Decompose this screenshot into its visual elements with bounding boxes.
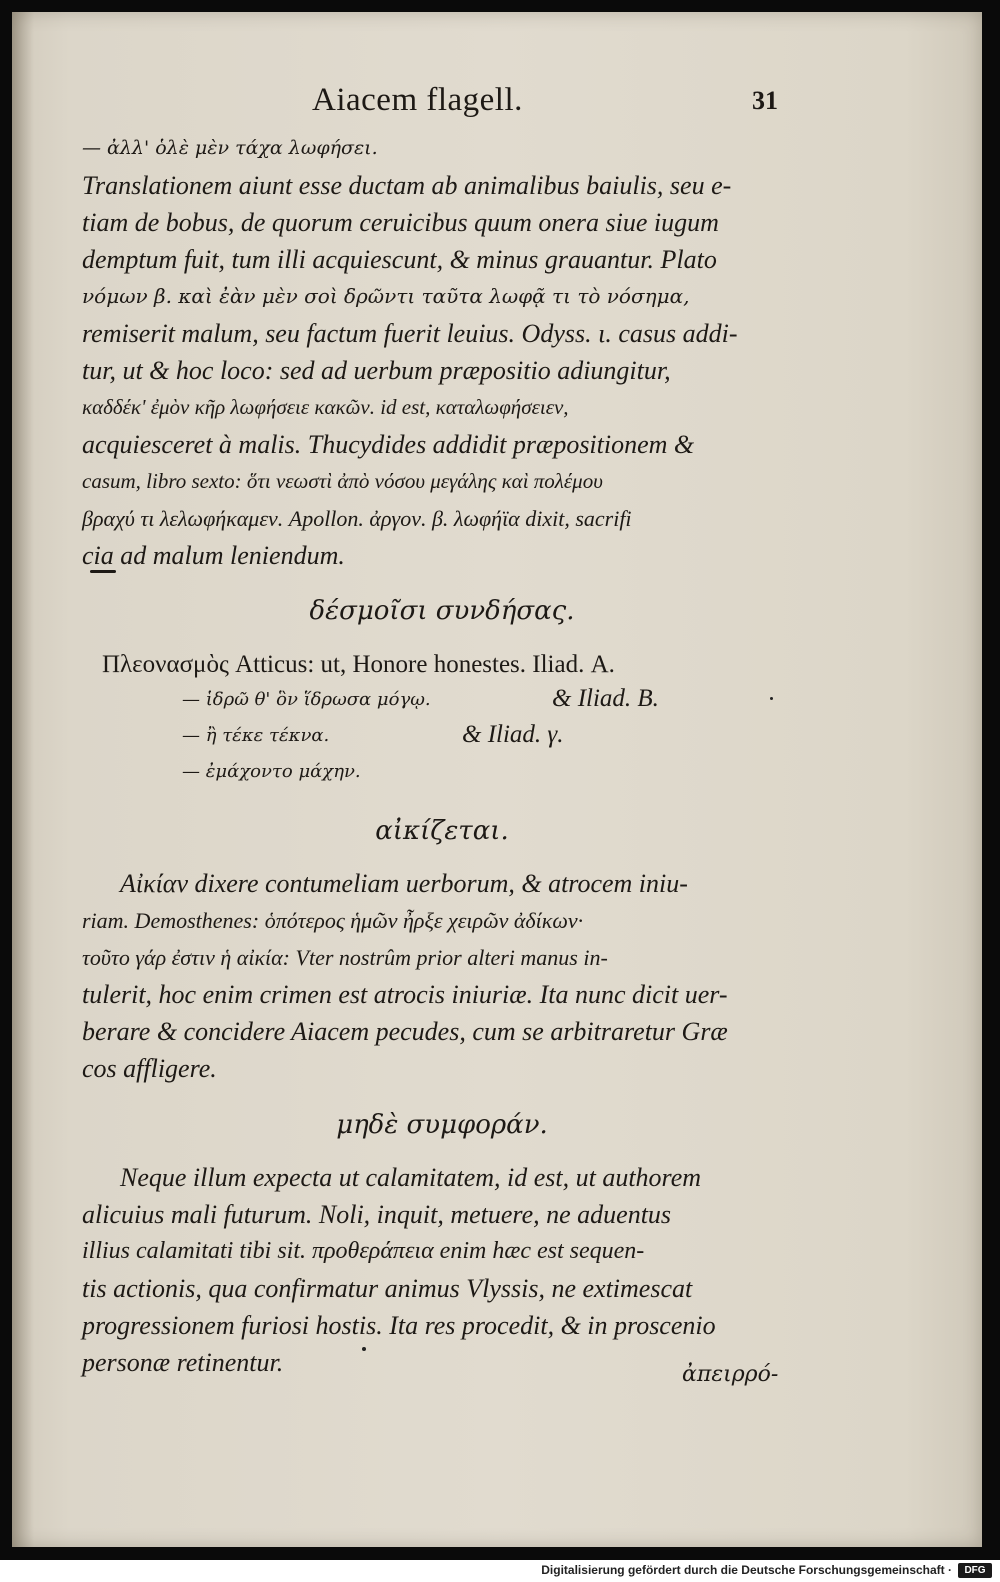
text-line: progressionem furiosi hostis. Ita res procedit, & in proscenio: [82, 1311, 716, 1340]
text-line: cos affligere.: [82, 1054, 217, 1083]
catchword: ἀπειρρό-: [682, 1362, 779, 1387]
spine-shadow: [12, 12, 34, 1547]
dfg-logo: DFG: [958, 1563, 992, 1578]
text-line: illius calamitati tibi sit. προθεράπεια enim hæc est sequen-: [82, 1238, 645, 1264]
text-line: berare & concidere Aiacem pecudes, cum se arbitraretur Græ: [82, 1017, 728, 1046]
text-line: alicuius mali futurum. Noli, inquit, metuere, ne aduentus: [82, 1200, 672, 1229]
text-line: demptum fuit, tum illi acquiescunt, & minus grauantur. Plato: [82, 245, 717, 274]
text-line: casum, libro sexto: ὅτι νεωστὶ ἀπὸ νόσου μεγάλης καὶ πολέμου: [82, 469, 603, 493]
verse-text: — ἐμάχοντο μάχην.: [182, 761, 361, 782]
funding-credit: Digitalisierung gefördert durch die Deutsche Forschungsgemeinschaft ·: [541, 1563, 952, 1577]
text-line: καδδέκ' ἐμὸν κῆρ λωφήσειε κακῶν. id est, καταλωφήσειεν,: [82, 395, 569, 419]
running-head: Aiacem flagell.: [312, 82, 523, 118]
text-line: Translationem aiunt esse ductam ab animalibus baiulis, seu e-: [82, 171, 732, 200]
lemma-heading: δέσμοῖσι συνδήσας.: [309, 596, 575, 626]
text-line: tis actionis, qua confirmatur animus Vlyssis, ne extimescat: [82, 1274, 693, 1303]
commentary-block-3: [82, 865, 802, 1087]
text-line: Neque illum expecta ut calamitatem, id est, ut authorem: [120, 1163, 702, 1192]
book-page: [12, 12, 982, 1547]
text-line: βραχύ τι λελωφήκαμεν. Apollon. ἀργον. β. λωφήϊα dixit, sacrifi: [82, 506, 632, 531]
page-text: [82, 82, 802, 1387]
text-line: acquiesceret à malis. Thucydides addidit præpositionem &: [82, 430, 695, 459]
text-line: τοῦτο γάρ ἐστιν ἡ αἰκία: Vter nostrûm prior alteri manus in-: [82, 945, 608, 970]
greek-quote: — ἀλλ' ὁλὲ μὲν τάχα λωφήσει.: [82, 137, 378, 159]
text-line: remiserit malum, seu factum fuerit leuius. Odyss. ι. casus addi-: [82, 319, 738, 348]
text-line: Πλεονασμὸς Atticus: ut, Honore honestes. Iliad. Α.: [102, 651, 615, 678]
text-line: νόμων β. καὶ ἐὰν μὲν σοὶ δρῶντι ταῦτα λωφᾷ τι τὸ νόσημα,: [82, 284, 690, 308]
verse-line: [82, 757, 802, 793]
text-line: tulerit, hoc enim crimen est atrocis iniuriæ. Ita nunc dicit uer-: [82, 980, 728, 1009]
lemma-heading: αἰκίζεται.: [375, 816, 509, 846]
digitization-footer: [0, 1560, 1000, 1582]
verse-line: [82, 721, 802, 757]
commentary-block-4: [82, 1159, 802, 1381]
text-line: riam. Demosthenes: ὁπότερος ἡμῶν ἦρξε χειρῶν ἀδίκων·: [82, 908, 584, 933]
page-number: 31: [752, 86, 778, 115]
text-line: tur, ut & hoc loco: sed ad uerbum præpositio adiungitur,: [82, 356, 671, 385]
text-line: Αἰκίαν dixere contumeliam uerborum, & atrocem iniu-: [120, 869, 688, 898]
commentary-block-2: [82, 645, 802, 793]
verse-line: [82, 685, 802, 721]
page-header: [82, 82, 802, 130]
text-line: cia ad malum leniendum.: [82, 541, 345, 570]
ink-speck: [770, 697, 773, 700]
verse-text: — ἱδρῶ θ' ὃν ἵδρωσα μόγῳ.: [182, 689, 431, 710]
verse-reference: & Iliad. γ.: [462, 721, 564, 748]
verse-reference: & Iliad. Β.: [552, 685, 659, 712]
commentary-block-1: [82, 130, 802, 573]
ink-speck: [362, 1347, 366, 1351]
lemma-heading: μηδὲ συμφοράν.: [336, 1110, 548, 1140]
text-line: tiam de bobus, de quorum ceruicibus quum onera siue iugum: [82, 208, 719, 237]
verse-text: — ἢ τέκε τέκνα.: [182, 725, 330, 746]
text-line: personæ retinentur.: [82, 1348, 284, 1377]
